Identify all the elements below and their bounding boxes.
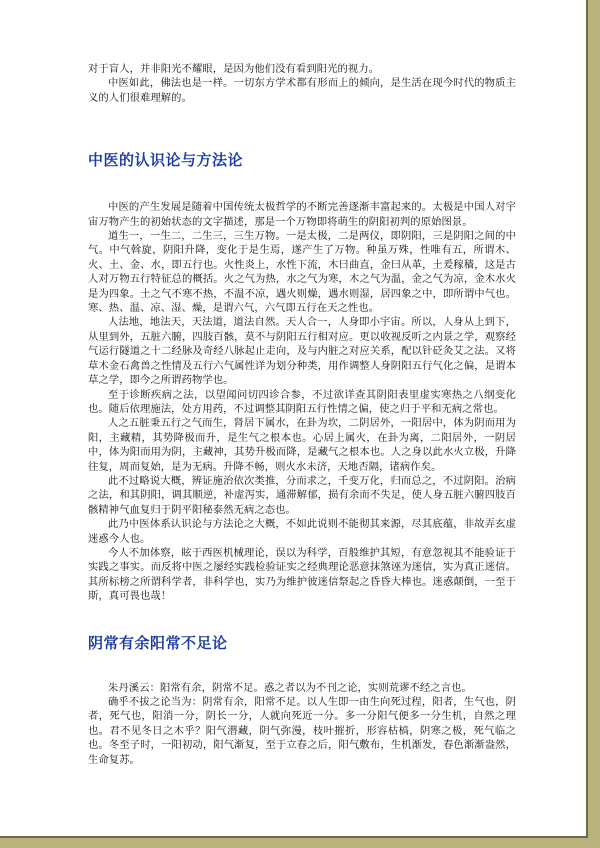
- body-paragraph: 此乃中医体系认识论与方法论之大概，不如此说则不能彻其来源，尽其底蕴，非故弄玄虚迷惑今人也。: [88, 518, 516, 545]
- body-paragraph: 人法地，地法天，天法道，道法自然。天人合一，人身即小宇宙。所以，人身从上到下，从里到外，五脏六腑，四肢百骸，莫不与阴阳五行相对应。更以收视反听之内景之学，观察经气运行隧道之十二经脉及奇经八脉起止走向，及与内脏之对应关系，配以针砭灸艾之法。又将草木金石禽兽之性情及五行六气属性详为划分种类，用作调整人身阴阳五行气化之偏，是谓本草之学，即今之所谓药物学也。: [88, 316, 516, 387]
- body-paragraph: 中医的产生发展是随着中国传统太极哲学的不断完善逐渐丰富起来的。太极是中国人对宇宙万物产生的初始状态的文字描述，那是一个万物即将萌生的阴阳初判的原始图景。: [88, 201, 516, 228]
- section-heading: 阴常有余阳常不足论: [88, 633, 228, 652]
- body-paragraph: 确乎不拔之论当为：阴常有余，阳常不足。以人生即一由生向死过程，阳者，生气也，阴者，死气也，阳消一分，阴长一分，人就向死近一分。多一分阳气便多一分生机，自然之理也。君不见冬日之木乎？阳气潜藏，阴气弥漫，枝叶摧折，形容枯槁，阴寒之极，死气临之也。冬至子时，一阳初动，阳气渐复，至于立春之后，阳气敷布，生机渐发，春色渐渐盎然，生命复苏。: [88, 696, 516, 766]
- page-right-border: [588, 0, 600, 848]
- body-paragraph: 今人不加体察，眩于西医机械理论，误以为科学，百般维护其短，有意忽视其不能验证于实践之事实。而反将中医之屡经实践检验证实之经典理论恶意抹煞诬为迷信，实为真正迷信。其所标榜之所谓科学者，非科学也，实乃为维护彼迷信祭起之昏昏大棒也。迷惑颠倒，一至于斯，真可畏也哉！: [88, 546, 516, 603]
- section-heading: 中医的认识论与方法论: [88, 151, 244, 170]
- body-paragraph: 此不过略说大概，辨证施治依次类推，分而求之，千变万化，归而总之，不过阴阳。治病之法，和其阴阳，调其顺逆，补虚泻实，通滞解郁，损有余而不失足，使人身五脏六腑四肢百骸精神气血复归于阴平阳秘泰然无病之态也。: [88, 474, 516, 516]
- intro-paragraph: 中医如此，佛法也是一样。一切东方学术都有形而上的倾向，是生活在现今时代的物质主义的人们很难理解的。: [88, 77, 516, 104]
- page-top-margin: [0, 0, 600, 10]
- body-paragraph: 人之五脏秉五行之气而生，肾居下属水，在卦为坎，二阴居外，一阳居中，体为阴而用为阳，主藏精，其势降极而升，是生气之根本也。心居上属火，在卦为离，二阳居外，一阴居中，体为阳而用为阴，主藏神，其势升极而降，是藏气之根本也。人之身以此水火立极，升降往复，周而复始，是为无病。升降不畅，则火水未济，天地否隔，诸病作矣。: [88, 417, 516, 473]
- body-paragraph: 朱丹溪云：阳常有余，阴常不足。惑之者以为不刊之论，实则荒谬不经之言也。: [108, 681, 472, 694]
- page-bottom-border: [0, 838, 600, 848]
- body-paragraph: 道生一，一生二，二生三，三生万物。一是太极，二是两仪，即阴阳，三是阴阳之间的中气。中气斡旋，阴阳升降，变化于是生焉，遂产生了万物。种虽万殊，性唯有五，所谓木、火、土、金、水，即五行也。火性炎上，水性下流，木曰曲直，金曰从革，土爰稼穑，这是古人对万物五行特征总的概括。火之气为热，水之气为寒，木之气为温，金之气为凉，金木水火是为四象。土之气不寒不热，不温不凉，遇火则燥，遇水则湿，居四象之中，即所谓中气也。寒、热、温、凉、湿、燥，是谓六气，六气即五行在天之性也。: [88, 230, 516, 315]
- document-page: [88, 62, 516, 767]
- body-paragraph: 至于诊断疾病之法，以望闻问切四诊合参，不过欲详查其阴阳表里虚实寒热之八纲变化也。随后依理施法，处方用药，不过调整其阴阳五行性情之偏，使之归于平和无病之常也。: [88, 388, 516, 415]
- intro-paragraph: 对于盲人，并非阳光不耀眼，是因为他们没有看到阳光的视力。: [88, 63, 380, 75]
